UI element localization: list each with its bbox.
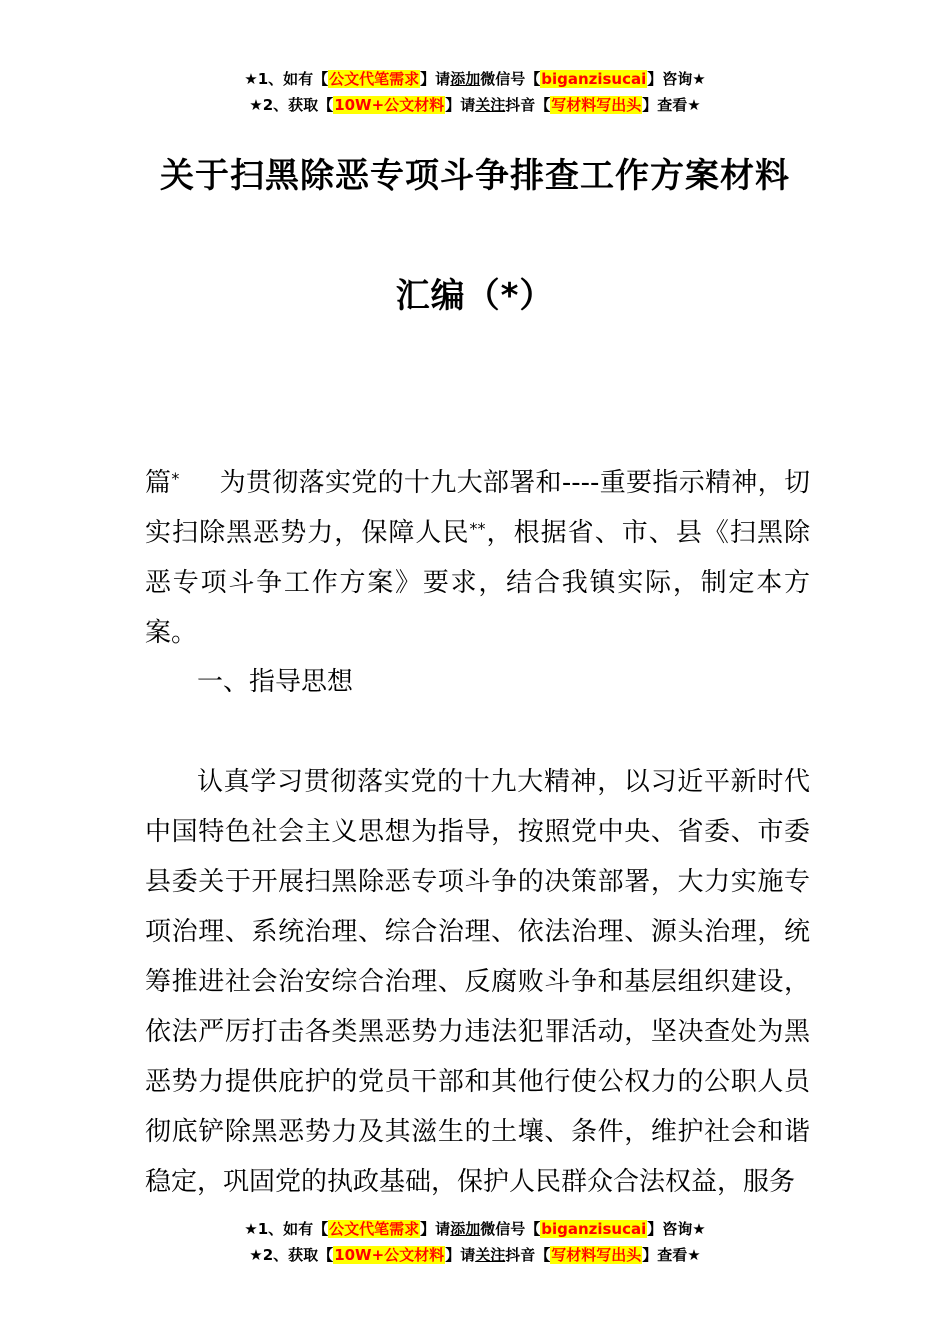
banner-text: 】请 — [445, 96, 476, 114]
document-title-line-2: 汇编（*） — [395, 276, 555, 316]
banner-highlight: 10W+公文材料 — [334, 96, 445, 114]
intro-text-a: 为贯彻落实党的十九大部署和----重要指示精神，切实扫除黑恶势力，保障人民 — [145, 468, 810, 548]
banner-text: ★1、如有【 — [244, 1220, 329, 1238]
banner-highlight: 10W+公文材料 — [334, 1246, 445, 1264]
banner-text: 】请 — [420, 70, 451, 88]
intro-text-b: ，根据省、市、县《扫黑除恶专项斗争工作方案》要求，结合我镇实际，制定本方案。 — [145, 518, 810, 648]
banner-wechat-id: biganzisucai — [541, 70, 647, 88]
banner-line-1 — [0, 66, 950, 92]
intro-lead — [145, 468, 179, 498]
section-heading: 一、指导思想 — [197, 667, 354, 697]
intro-stars: ** — [469, 519, 486, 538]
banner-text: 】查看★ — [642, 96, 701, 114]
intro-lead-text: 篇 — [145, 468, 172, 498]
banner-line-2 — [0, 1242, 950, 1268]
banner-text: ★2、获取【 — [249, 96, 334, 114]
document-title-line-1: 关于扫黑除恶专项斗争排查工作方案材料 — [160, 156, 790, 196]
ad-banner-top — [0, 66, 950, 118]
banner-douyin-id: 写材料写出头 — [551, 1246, 642, 1264]
banner-text: 】查看★ — [642, 1246, 701, 1264]
ad-banner-bottom — [0, 1216, 950, 1268]
banner-text: 】请 — [420, 1220, 451, 1238]
banner-text: 抖音【 — [505, 96, 551, 114]
banner-text: ★1、如有【 — [244, 70, 329, 88]
banner-line-2 — [0, 92, 950, 118]
body-paragraph: 认真学习贯彻落实党的十九大精神，以习近平新时代中国特色社会主义思想为指导，按照党中央、省委、市委县委关于开展扫黑除恶专项斗争的决策部署，大力实施专项治理、系统治理、综合治理、依法治理、源头治理，统筹推进社会治安综合治理、反腐败斗争和基层组织建设，依法严厉打击各类黑恶势力违法犯罪活动，坚决查处为黑恶势力提供庇护的党员干部和其他行使公权力的公职人员彻底铲除黑恶势力及其滋生的土壤、条件，维护社会和谐稳定，巩固党的执政基础，保护人民群众合法权益，服务 — [145, 767, 810, 1197]
banner-underlined: 添加 — [450, 1220, 481, 1238]
banner-text: 抖音【 — [505, 1246, 551, 1264]
intro-paragraph — [145, 458, 810, 658]
banner-line-1 — [0, 1216, 950, 1242]
banner-text: ★2、获取【 — [249, 1246, 334, 1264]
banner-text: 微信号【 — [480, 1220, 541, 1238]
banner-highlight: 公文代笔需求 — [329, 70, 420, 88]
banner-underlined: 关注 — [475, 1246, 506, 1264]
banner-text: 微信号【 — [480, 70, 541, 88]
banner-highlight: 公文代笔需求 — [329, 1220, 420, 1238]
banner-underlined: 关注 — [475, 96, 506, 114]
intro-star: * — [171, 469, 180, 488]
banner-text: 】请 — [445, 1246, 476, 1264]
banner-text: 】咨询★ — [647, 70, 706, 88]
banner-wechat-id: biganzisucai — [541, 1220, 647, 1238]
banner-douyin-id: 写材料写出头 — [551, 96, 642, 114]
banner-text: 】咨询★ — [647, 1220, 706, 1238]
banner-underlined: 添加 — [450, 70, 481, 88]
